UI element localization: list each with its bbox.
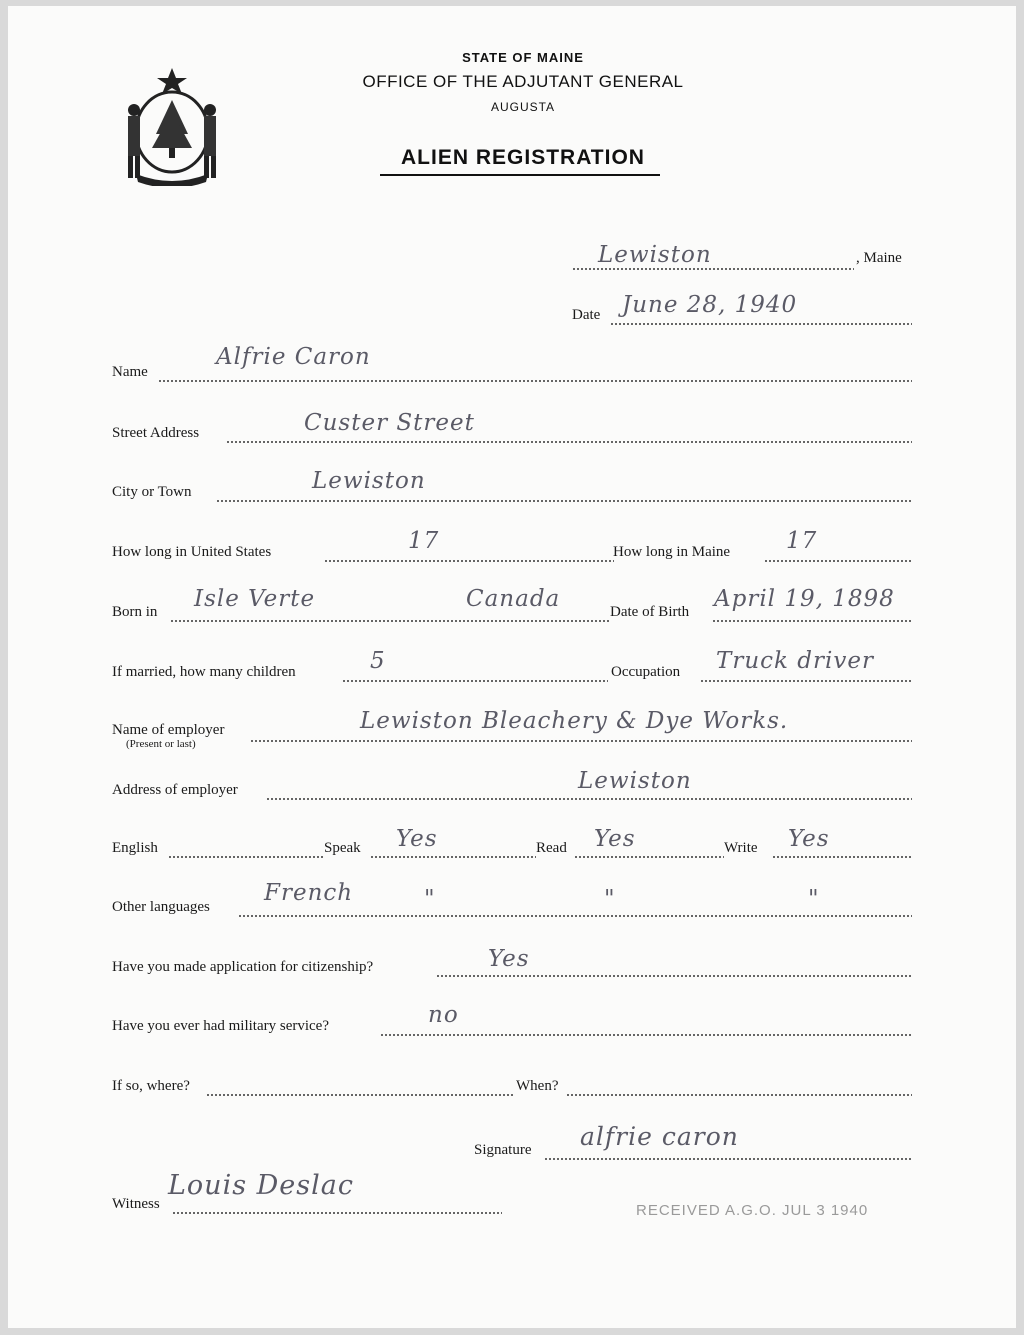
- read-line: [574, 856, 724, 858]
- children-line: [342, 680, 608, 682]
- town-entry: Lewiston: [598, 242, 712, 268]
- when-label: When?: [516, 1078, 559, 1094]
- how-long-maine-line: [764, 560, 912, 562]
- military-label: Have you ever had military service?: [112, 1018, 329, 1034]
- street-address-line: [226, 441, 912, 443]
- signature-entry: alfrie caron: [580, 1122, 739, 1151]
- occupation-label: Occupation: [611, 664, 681, 680]
- witness-label: Witness: [112, 1196, 160, 1212]
- date-line: [610, 323, 912, 325]
- header-state: STATE OF MAINE: [462, 50, 584, 65]
- header-city: AUGUSTA: [490, 100, 556, 114]
- how-long-maine-label: How long in Maine: [613, 544, 731, 560]
- employer-note-label: (Present or last): [126, 738, 196, 750]
- other-language-entry: French: [264, 880, 354, 906]
- write-label: Write: [724, 840, 758, 856]
- name-line: [158, 380, 912, 382]
- date-label: Date: [572, 307, 601, 323]
- city-label: City or Town: [112, 484, 192, 500]
- city-line: [216, 500, 912, 502]
- street-address-label: Street Address: [112, 425, 200, 441]
- employer-name-entry: Lewiston Bleachery & Dye Works.: [360, 708, 789, 734]
- name-entry: Alfrie Caron: [216, 344, 371, 370]
- children-entry: 5: [370, 648, 386, 674]
- signature-line: [544, 1158, 912, 1160]
- born-in-place-entry: Isle Verte: [194, 586, 316, 612]
- if-so-where-label: If so, where?: [112, 1078, 190, 1094]
- date-of-birth-label: Date of Birth: [610, 604, 690, 620]
- other-languages-line: [238, 915, 912, 917]
- other-languages-label: Other languages: [112, 899, 210, 915]
- write-entry: Yes: [788, 826, 830, 852]
- employer-address-entry: Lewiston: [578, 768, 692, 794]
- employer-name-line: [250, 740, 912, 742]
- citizenship-entry: Yes: [488, 946, 530, 972]
- city-entry: Lewiston: [312, 468, 426, 494]
- title-underline: [380, 174, 660, 176]
- how-long-us-entry: 17: [408, 528, 440, 554]
- military-entry: no: [428, 1002, 459, 1028]
- if-so-where-line: [206, 1094, 514, 1096]
- maine-state-seal-icon: [116, 64, 228, 186]
- children-label: If married, how many children: [112, 664, 296, 680]
- other-language-ditto-1: ": [424, 886, 436, 912]
- maine-label: , Maine: [856, 250, 902, 266]
- witness-line: [172, 1212, 502, 1214]
- signature-label: Signature: [474, 1142, 532, 1158]
- born-in-country-entry: Canada: [466, 586, 561, 612]
- name-label: Name: [112, 364, 148, 380]
- form-title: ALIEN REGISTRATION: [401, 146, 645, 169]
- received-stamp: RECEIVED A.G.O. JUL 3 1940: [636, 1202, 869, 1219]
- how-long-us-label: How long in United States: [112, 544, 272, 560]
- employer-address-label: Address of employer: [112, 782, 238, 798]
- header-office: OFFICE OF THE ADJUTANT GENERAL: [362, 72, 684, 91]
- date-entry: June 28, 1940: [622, 292, 798, 318]
- write-line: [772, 856, 912, 858]
- date-of-birth-line: [712, 620, 912, 622]
- registration-form: [8, 6, 1016, 1328]
- born-in-label: Born in: [112, 604, 158, 620]
- speak-line: [370, 856, 536, 858]
- english-label: English: [112, 840, 158, 856]
- born-in-line: [170, 620, 610, 622]
- read-label: Read: [536, 840, 567, 856]
- employer-name-label: Name of employer: [112, 722, 225, 738]
- how-long-us-line: [324, 560, 614, 562]
- other-language-ditto-3: ": [808, 886, 820, 912]
- speak-entry: Yes: [396, 826, 438, 852]
- witness-entry: Louis Deslac: [168, 1170, 354, 1201]
- citizenship-label: Have you made application for citizenship?: [112, 959, 374, 975]
- citizenship-line: [436, 975, 912, 977]
- speak-label: Speak: [324, 840, 361, 856]
- how-long-maine-entry: 17: [786, 528, 818, 554]
- street-address-entry: Custer Street: [304, 410, 475, 436]
- employer-address-line: [266, 798, 912, 800]
- when-line: [566, 1094, 912, 1096]
- military-line: [380, 1034, 912, 1036]
- town-line: [572, 268, 854, 270]
- date-of-birth-entry: April 19, 1898: [714, 586, 895, 612]
- occupation-entry: Truck driver: [716, 648, 874, 674]
- read-entry: Yes: [594, 826, 636, 852]
- english-line: [168, 856, 324, 858]
- other-language-ditto-2: ": [604, 886, 616, 912]
- occupation-line: [700, 680, 912, 682]
